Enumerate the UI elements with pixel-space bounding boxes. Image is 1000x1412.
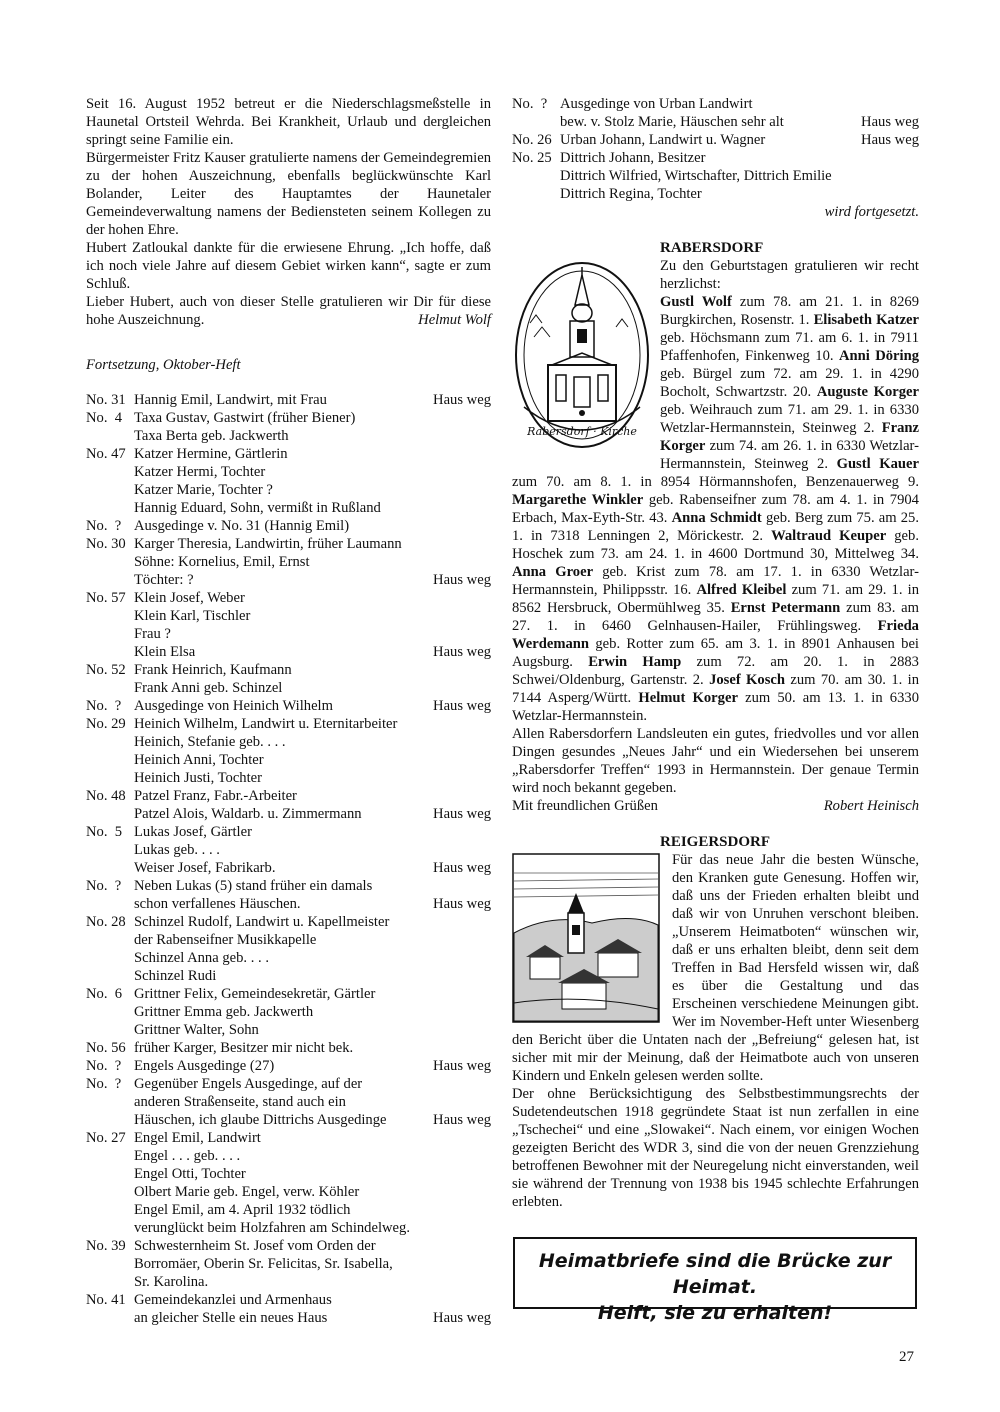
house-number: No. 29 [86, 716, 126, 732]
house-number [86, 733, 134, 751]
house-entry-line [86, 1219, 491, 1237]
house-entry-line [86, 571, 491, 589]
house-number [512, 185, 560, 203]
house-number: No. 30 [86, 536, 126, 552]
house-number [86, 1165, 134, 1183]
house-list [86, 391, 491, 1327]
house-entry-text: Ausgedinge von Heinich Wilhelm [134, 698, 333, 714]
rabersdorf-wishes: Allen Rabersdorfern Landsleuten ein gutes, friedvolles und vor allen Dingen gesundes „Neues Jahr“ und ein Wiedersehen bei unserem „Rabersdorfer Treffen“ 1993 in Hermannstein. Der genaue Termin wird noch bekannt gegeben. [512, 726, 919, 796]
house-entry-text: Klein Elsa [134, 644, 196, 660]
house-entry-text: Lukas geb. . . . [134, 842, 220, 858]
house-entry-text: Dittrich Johann, Besitzer [560, 150, 706, 166]
house-number: No. 6 [86, 986, 123, 1002]
birthday-details: geb. Rabenseifner zum 78. am 4. 1. in 7904 Erbach, Max-Eyth-Str. 43. [512, 492, 919, 526]
continuation-label: Fortsetzung, Oktober-Heft [86, 357, 241, 373]
house-entry-line [86, 607, 491, 625]
intro-paragraph-2: Bürgermeister Fritz Kauser gratulierte namens der Gemeindegremien zu der hohen Auszeichnung, ebenfalls beglückwünschte Karl Bolander, Leiter des Hauptamtes der Haunetaler Gemeindeverwaltung namens der Bediensteten seinem Kollegen zu der hohen Ehre. [86, 150, 491, 238]
house-number [86, 625, 134, 643]
house-entry-line [86, 1273, 491, 1291]
intro-paragraph-1: Seit 16. August 1952 betreut er die Niederschlagsmeßstelle in Haunetal Ortsteil Wehrda. Bei Krankheit, Urlaub und dergleichen springt seine Familie ein. [86, 96, 491, 148]
house-entry-line [86, 1255, 491, 1273]
house-number: No. ? [86, 878, 122, 894]
house-entry-line [86, 1057, 491, 1075]
birthday-name: Elisabeth Katzer [813, 312, 920, 328]
house-gone-note: Haus weg [861, 114, 919, 130]
house-entry-text: Patzel Alois, Waldarb. u. Zimmermann [134, 806, 362, 822]
house-number [86, 1021, 134, 1039]
right-column [512, 95, 919, 1211]
birthday-name: Frieda Werdemann [512, 618, 919, 652]
house-entry-text: Heinich Anni, Tochter [134, 752, 264, 768]
house-entry-line [86, 1093, 491, 1111]
reigersdorf-picture [512, 853, 662, 1027]
house-entry-line [86, 1039, 491, 1057]
house-entry-text: Neben Lukas (5) stand früher ein damals [134, 878, 373, 894]
house-gone-note: Haus weg [433, 1310, 491, 1326]
house-number [86, 1255, 134, 1273]
house-entry-line [86, 1021, 491, 1039]
house-entry-text: schon verfallenes Häuschen. [134, 896, 301, 912]
house-entry-line [86, 1147, 491, 1165]
house-number: No. 31 [86, 392, 126, 408]
house-entry-text: Frau ? [134, 626, 171, 642]
house-entry-text: Frank Heinrich, Kaufmann [134, 662, 292, 678]
seal-text: Rabersdorf · Kirche [527, 425, 637, 438]
house-entry-line [512, 113, 919, 131]
house-entry-text: Ausgedinge v. No. 31 (Hannig Emil) [134, 518, 350, 534]
house-number: No. 25 [512, 150, 552, 166]
birthday-name: Anna Schmidt [671, 510, 762, 526]
house-number [86, 1147, 134, 1165]
house-entry-line [86, 715, 491, 733]
birthday-details: zum 78. am 21. 1. in 8269 Burgkirchen, Rosenstr. 1. [660, 294, 919, 328]
house-entry-line [86, 877, 491, 895]
birthday-details: geb. Höchsmann zum 71. am 6. 1. in 7911 Pfaffenhofen, Finkenweg 10. [660, 330, 919, 364]
house-number [86, 895, 134, 913]
rabersdorf-author: Robert Heinisch [823, 798, 919, 814]
house-entry-line [86, 499, 491, 517]
banner-line-2: Helft, sie zu erhalten! [597, 1302, 833, 1324]
house-number: No. ? [86, 698, 122, 714]
house-number [86, 463, 134, 481]
house-entry-line [86, 463, 491, 481]
house-entry-line [86, 481, 491, 499]
house-number: No. 48 [86, 788, 126, 804]
house-number [86, 769, 134, 787]
house-entry-line [86, 553, 491, 571]
house-entry-line [86, 913, 491, 931]
house-entry-text: Schinzel Anna geb. . . . [134, 950, 269, 966]
house-entry-line [86, 391, 491, 409]
house-entry-line [86, 1165, 491, 1183]
house-entry-text: Urban Johann, Landwirt u. Wagner [560, 132, 766, 148]
reigersdorf-heading: REIGERSDORF [660, 834, 771, 850]
house-entry-text: Hannig Emil, Landwirt, mit Frau [134, 392, 327, 408]
birthday-name: Erwin Hamp [588, 654, 682, 670]
house-entry-line [86, 535, 491, 553]
heimatbriefe-banner [513, 1237, 917, 1324]
house-number [86, 967, 134, 985]
house-entry-line [86, 895, 491, 913]
house-entry-line [86, 1309, 491, 1327]
house-number [86, 1183, 134, 1201]
village-illustration [512, 853, 660, 1023]
house-number [86, 679, 134, 697]
house-number [86, 571, 134, 589]
house-entry-line [86, 517, 491, 535]
house-entry-text: Dittrich Regina, Tochter [560, 186, 702, 202]
house-number: No. 39 [86, 1238, 126, 1254]
house-number [86, 1111, 134, 1129]
birthday-details: zum 71. am 29. 1. in 8562 Hersbruck, Obermühlweg 35. [512, 582, 919, 616]
house-entry-text: Schinzel Rudi [134, 968, 217, 984]
house-entry-text: Grittner Felix, Gemeindesekretär, Gärtler [134, 986, 376, 1002]
birthday-details: geb. Krist zum 78. am 17. 1. in 6330 Wetzlar-Hermannstein, Philippsstr. 16. [512, 564, 919, 598]
house-entry-text: Töchter: ? [134, 572, 194, 588]
house-entry-text: Heinich, Stefanie geb. . . . [134, 734, 286, 750]
house-entry-text: Lukas Josef, Gärtler [134, 824, 252, 840]
house-number: No. ? [86, 518, 122, 534]
house-number: No. 26 [512, 132, 552, 148]
house-number [86, 949, 134, 967]
birthday-details: geb. Rotter zum 65. am 3. 1. in 8901 Anhausen bei Augsburg. [512, 636, 919, 670]
rabersdorf-seal [512, 257, 652, 457]
closing-paragraph [86, 293, 491, 329]
house-entry-text: Schinzel Rudolf, Landwirt u. Kapellmeister [134, 914, 390, 930]
house-entry-line [86, 823, 491, 841]
house-entry-text: verunglückt beim Holzfahren am Schindelweg. [134, 1220, 410, 1236]
house-gone-note: Haus weg [433, 860, 491, 876]
house-entry-line [512, 185, 919, 203]
house-entry-text: Gemeindekanzlei und Armenhaus [134, 1292, 332, 1308]
house-number [86, 643, 134, 661]
house-gone-note: Haus weg [433, 698, 491, 714]
house-number [86, 481, 134, 499]
house-number [86, 1273, 134, 1291]
birthday-name: Anna Groer [512, 564, 594, 580]
house-entry-text: Taxa Berta geb. Jackwerth [134, 428, 289, 444]
house-entry-text: der Rabenseifner Musikkapelle [134, 932, 317, 948]
house-entry-text: bew. v. Stolz Marie, Häuschen sehr alt [560, 114, 784, 130]
intro-paragraph-3: Hubert Zatloukal dankte für die erwiesene Ehrung. „Ich hoffe, daß ich noch viele Jahre auf diesem Gebiet wirken kann“, sagte er zum Schluß. [86, 240, 491, 292]
greeting: Mit freundlichen Grüßen [512, 798, 658, 814]
house-number: No. 57 [86, 590, 126, 606]
house-number: No. 56 [86, 1040, 126, 1056]
house-entry-text: Heinich Wilhelm, Landwirt u. Eternitarbeiter [134, 716, 398, 732]
house-number [86, 751, 134, 769]
birthday-details: geb. Bürgel zum 72. am 29. 1. in 4290 Bocholt, Schwartzstr. 20. [660, 366, 919, 400]
house-number [86, 805, 134, 823]
house-entry-text: Häuschen, ich glaube Dittrichs Ausgedinge [134, 1112, 387, 1128]
house-entry-line [86, 931, 491, 949]
house-number: No. ? [512, 96, 548, 112]
house-entry-line [86, 1111, 491, 1129]
house-entry-line [86, 697, 491, 715]
house-entry-line [86, 805, 491, 823]
birthday-details: zum 70. am 8. 1. in 8954 Hörmannshofen, Benzenauerweg 9. [512, 474, 919, 490]
house-number: No. 27 [86, 1130, 126, 1146]
birthday-details: zum 70. am 30. 1. in 7144 Asperg/Württ. [512, 672, 920, 706]
house-entry-line [86, 445, 491, 463]
birthday-name: Anni Döring [838, 348, 919, 364]
house-entry-text: Weiser Josef, Fabrikarb. [134, 860, 276, 876]
house-entry-line [86, 769, 491, 787]
house-entry-line [86, 1183, 491, 1201]
house-entry-line [86, 985, 491, 1003]
closing-text: Lieber Hubert, auch von dieser Stelle gratulieren wir Dir für diese hohe Auszeichnung. [86, 294, 491, 328]
house-entry-text: Engel . . . geb. . . . [134, 1148, 241, 1164]
house-number [512, 113, 560, 131]
house-number [86, 427, 134, 445]
house-entry-line [86, 859, 491, 877]
house-entry-text: Gegenüber Engels Ausgedinge, auf der [134, 1076, 363, 1092]
house-entry-line [86, 1201, 491, 1219]
house-number [86, 1003, 134, 1021]
house-gone-note: Haus weg [433, 644, 491, 660]
left-column [86, 95, 491, 1327]
house-number: No. 4 [86, 410, 123, 426]
house-entry-line [86, 1075, 491, 1093]
reigersdorf-text-2: Der ohne Berücksichtigung des Selbstbestimmungsrechts der Sudetendeutschen 1918 gegründete Staat ist nun zerfallen in eine „Tschechei“ und eine „Slowakei“. Nach einem, vor einigen Wochen gezeigten Bericht des WDR 3, sind die von der neuen Grenzziehung betroffenen Bewohner mit der Neuregelung nicht einverstanden, weil sie während der Trennung von 1938 bis 1945 schlechte Erfahrungen erlebten. [512, 1086, 919, 1210]
house-gone-note: Haus weg [433, 392, 491, 408]
house-number: No. ? [86, 1076, 122, 1092]
house-entry-line [86, 1003, 491, 1021]
house-number: No. 28 [86, 914, 126, 930]
birthday-name: Auguste Korger [816, 384, 919, 400]
birthday-name: Alfred Kleibel [696, 582, 787, 598]
house-number: No. 47 [86, 446, 126, 462]
house-entry-line [86, 409, 491, 427]
birthday-name: Waltraud Keuper [771, 528, 887, 544]
house-entry-line [86, 733, 491, 751]
house-gone-note: Haus weg [433, 806, 491, 822]
house-entry-line [86, 1291, 491, 1309]
house-entry-line [512, 95, 919, 113]
birthday-name: Margarethe Winkler [512, 492, 644, 508]
house-entry-text: Taxa Gustav, Gastwirt (früher Biener) [134, 410, 356, 426]
to-be-continued: wird fortgesetzt. [824, 204, 919, 220]
house-entry-line [512, 149, 919, 167]
house-entry-text: Engel Otti, Tochter [134, 1166, 246, 1182]
house-number [86, 499, 134, 517]
birthday-name: Helmut Korger [638, 690, 738, 706]
rabersdorf-heading: RABERSDORF [660, 240, 764, 256]
house-number [86, 553, 134, 571]
house-entry-text: früher Karger, Besitzer mir nicht bek. [134, 1040, 354, 1056]
article-author: Helmut Wolf [418, 312, 491, 328]
house-entry-line [512, 131, 919, 149]
house-entry-text: Klein Josef, Weber [134, 590, 245, 606]
house-entry-text: Engels Ausgedinge (27) [134, 1058, 275, 1074]
house-entry-text: Borromäer, Oberin Sr. Felicitas, Sr. Isabella, [134, 1256, 393, 1272]
house-entry-line [86, 751, 491, 769]
house-entry-text: Grittner Emma geb. Jackwerth [134, 1004, 314, 1020]
house-entry-line [86, 427, 491, 445]
house-entry-line [512, 167, 919, 185]
birthday-details: geb. Hoschek zum 73. am 24. 1. in 4600 Dortmund 30, Mittelweg 34. [512, 528, 919, 562]
birthday-details: geb. Berg zum 75. am 25. 1. in 7318 Lenningen 2, Mörickestr. 2. [512, 510, 920, 544]
house-entry-text: Patzel Franz, Fabr.-Arbeiter [134, 788, 297, 804]
house-entry-text: Katzer Marie, Tochter ? [134, 482, 273, 498]
house-gone-note: Haus weg [433, 896, 491, 912]
birthday-name: Josef Kosch [709, 672, 785, 688]
house-entry-text: Katzer Hermine, Gärtlerin [134, 446, 288, 462]
house-entry-text: Schwesternheim St. Josef vom Orden der [134, 1238, 376, 1254]
house-number: No. ? [86, 1058, 122, 1074]
house-entry-line [86, 679, 491, 697]
birthday-name: Gustl Kauer [836, 456, 919, 472]
birthday-details: zum 74. am 26. 1. in 6330 Wetzlar-Hermannstein, Steinweg 2. [660, 438, 919, 472]
house-entry-text: Sr. Karolina. [134, 1274, 209, 1290]
house-entry-line [86, 967, 491, 985]
house-list-continued [512, 95, 919, 203]
house-entry-text: Karger Theresia, Landwirtin, früher Laumann [134, 536, 402, 552]
house-gone-note: Haus weg [433, 1058, 491, 1074]
house-entry-line [86, 949, 491, 967]
rabersdorf-intro: Zu den Geburtstagen gratulieren wir recht herzlichst: [660, 258, 919, 292]
house-gone-note: Haus weg [861, 132, 919, 148]
house-entry-text: Grittner Walter, Sohn [134, 1022, 259, 1038]
house-entry-text: Engel Emil, am 4. April 1932 tödlich [134, 1202, 351, 1218]
birthday-details: zum 50. am 13. 1. in 6330 Wetzlar-Hermannstein. [512, 690, 919, 724]
house-number [86, 859, 134, 877]
house-entry-line [86, 1237, 491, 1255]
house-number [86, 931, 134, 949]
house-gone-note: Haus weg [433, 572, 491, 588]
house-number [86, 1093, 134, 1111]
house-entry-text: an gleicher Stelle ein neues Haus [134, 1310, 328, 1326]
birthday-name: Gustl Wolf [660, 294, 732, 310]
birthday-name: Ernst Petermann [730, 600, 841, 616]
birthday-details: geb. Weihrauch zum 71. am 29. 1. in 6330 Wetzlar-Hermannstein, Steinweg 2. [660, 402, 919, 436]
house-gone-note: Haus weg [433, 1112, 491, 1128]
house-entry-text: Hannig Eduard, Sohn, vermißt in Rußland [134, 500, 381, 516]
house-entry-text: Olbert Marie geb. Engel, verw. Köhler [134, 1184, 360, 1200]
church-seal-illustration [512, 257, 652, 453]
page-number: 27 [899, 1349, 914, 1365]
house-entry-text: Söhne: Kornelius, Emil, Ernst [134, 554, 310, 570]
reigersdorf-text-1: Für das neue Jahr die besten Wünsche, den Kranken gute Genesung. Hoffen wir, daß uns der Frieden erhalten bleibt und daß wir von Unruhen verschont bleiben. „Unserem Heimatboten“ wünschen wir, daß er uns erhalten bleibt, denn seit dem Treffen in Bad Hersfeld wissen wir, daß es über die Gestaltung und das Erscheinen verschiedene Meinungen gibt. Wer im November-Heft unter Wiesenberg den Bericht über die Untaten nach der „Befreiung“ gelesen hat, ist sicher mit mir der Meinung, daß der Heimatbote auch von unseren Kindern und Enkeln gelesen werden sollte. [512, 852, 919, 1084]
house-number [86, 607, 134, 625]
birthday-details: zum 83. am 27. 1. in 6460 Gelnhausen-Hailer, Frühlingsweg. [512, 600, 920, 634]
house-number: No. 52 [86, 662, 126, 678]
house-entry-text: Heinich Justi, Tochter [134, 770, 263, 786]
house-entry-text: Engel Emil, Landwirt [134, 1130, 261, 1146]
house-entry-line [86, 661, 491, 679]
house-entry-line [86, 787, 491, 805]
house-entry-line [86, 589, 491, 607]
birthday-details: zum 72. am 20. 1. in 2883 Schwei/Oldenburg, Gartenstr. 2. [512, 654, 919, 688]
house-entry-line [86, 643, 491, 661]
house-number [86, 1309, 134, 1327]
house-entry-line [86, 625, 491, 643]
house-entry-text: Dittrich Wilfried, Wirtschafter, Dittrich Emilie [560, 168, 832, 184]
house-number: No. 5 [86, 824, 123, 840]
house-number [86, 1201, 134, 1219]
house-number [86, 1219, 134, 1237]
house-entry-text: Klein Karl, Tischler [134, 608, 251, 624]
house-number [86, 841, 134, 859]
banner-line-1: Heimatbriefe sind die Brücke zur Heimat. [538, 1250, 892, 1298]
house-entry-line [86, 841, 491, 859]
house-entry-text: Katzer Hermi, Tochter [134, 464, 266, 480]
house-entry-line [86, 1129, 491, 1147]
house-entry-text: anderen Straßenseite, stand auch ein [134, 1094, 346, 1110]
birthday-name: Franz Korger [660, 420, 919, 454]
house-entry-text: Frank Anni geb. Schinzel [134, 680, 283, 696]
house-number: No. 41 [86, 1292, 126, 1308]
house-entry-text: Ausgedinge von Urban Landwirt [560, 96, 753, 112]
house-number [512, 167, 560, 185]
rabersdorf-signoff [512, 797, 919, 815]
